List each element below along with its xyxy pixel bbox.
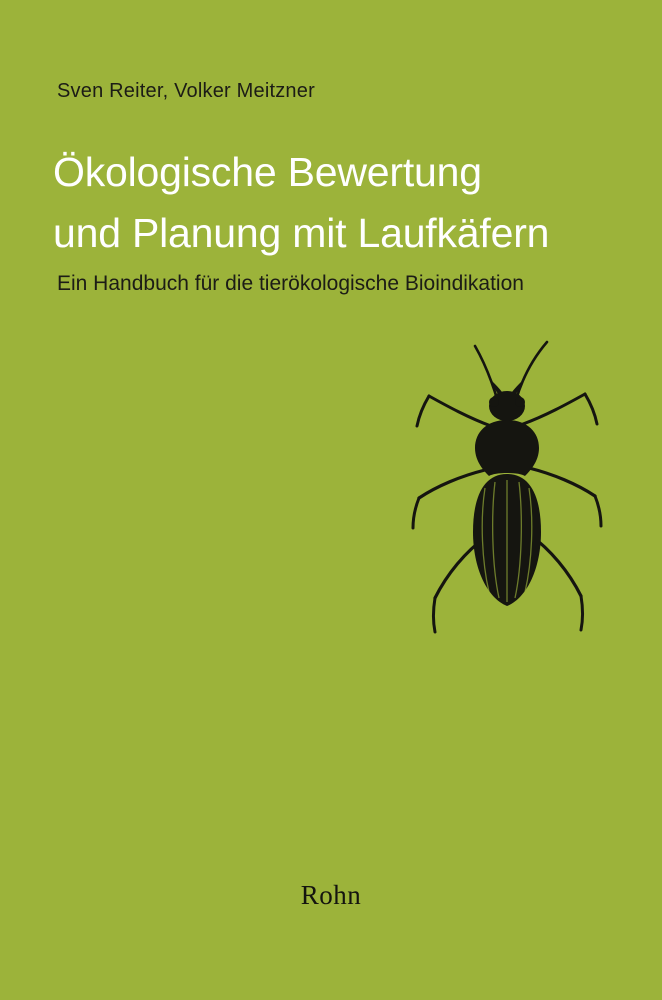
book-title [53,142,633,263]
title-line-1: Ökologische Bewertung [53,149,482,195]
authors-line: Sven Reiter, Volker Meitzner [57,80,315,102]
title-line-2: und Planung mit Laufkäfern [53,209,550,256]
ground-beetle-icon [395,330,625,680]
publisher-name: Rohn [300,880,362,910]
book-subtitle: Ein Handbuch für die tierökologische Bioindikation [57,272,524,295]
